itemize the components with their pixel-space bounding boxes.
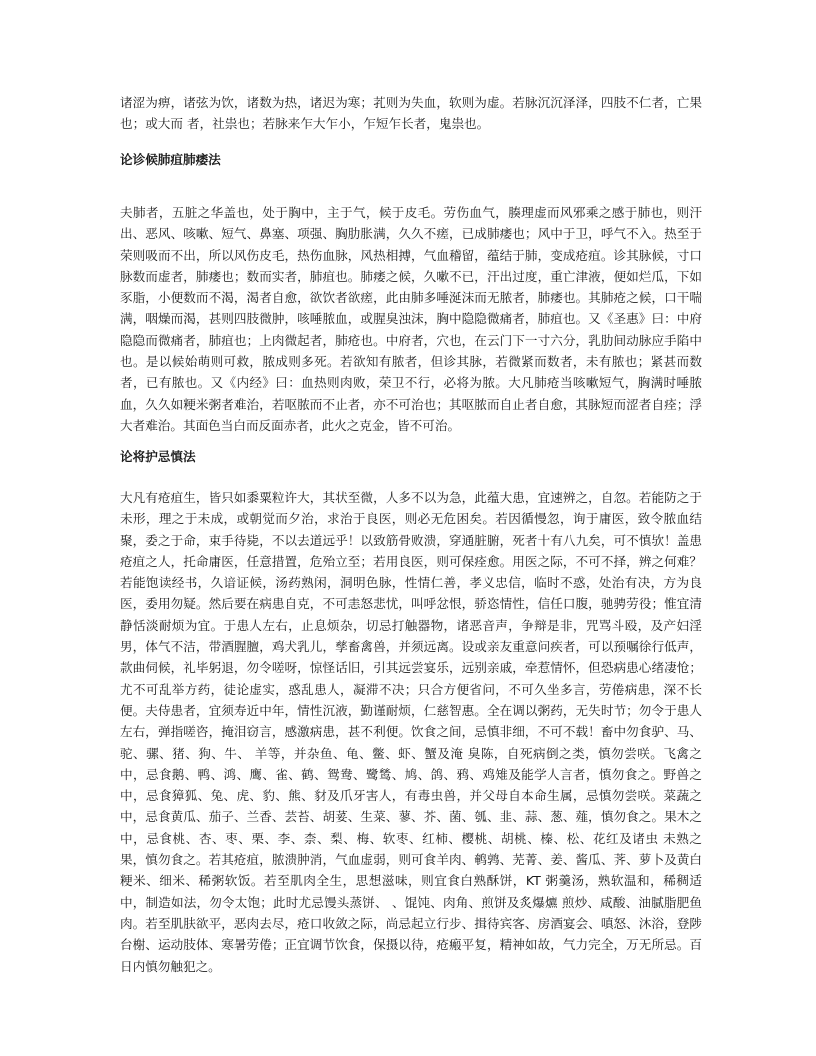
section1-heading: 论诊候肺疽肺痿法 bbox=[120, 152, 221, 167]
section2-paragraph: 大凡有疮疽生，皆只如黍粟粒许大，其状至微，人多不以为急，此蕴大患，宜速辨之，自忽。若能防之于未形，理之于未成，或朝觉而夕治，求治于良医，则必无危困矣。若因循慢忽，询于庸医，致令脓血结聚，委之于命，束手待毙，不以去道远乎！以致筋骨败溃，穿通脏腑，死者十有八九矣，可不慎欤！盖患疮疽之人，托命庸医，任意措置，危殆立至；若用良医，则可保痊愈。用医之际，不可不择，辨之何难？若能饱读经书，久谙证候，汤药熟闲，洞明色脉，性情仁善，孝义忠信，临时不惑，处治有决，方为良医，委用勿疑。然后要在病患自克，不可恚怒悲忧，叫呼忿恨，骄恣情性，信任口腹，驰骋劳役；惟宜清静恬淡耐烦为宜。于患人左右，止息烦杂，切忌打触器物，诸恶音声，争辩是非，咒骂斗殴，及产妇淫男，体气不洁，带酒腥膻，鸡犬乳儿，孳畜禽兽，并须远离。设或亲友重意问疾者，可以预嘱徐行低声，款曲伺候，礼毕躬退，勿令嗟呀，惊怪话旧，引其远尝宴乐，远别亲戚，牵惹情怀，但恐病患心绪凄怆；尤不可乱举方药，徒论虚实，惑乱患人，凝滞不决；只合方便省问，不可久坐多言，劳倦病患，深不长便。夫侍患者，宜须寿近中年，情性沉液，勤谨耐烦，仁慈智惠。全在调以粥药，无失时节；勿令于患人左右，弹指嗟咨，掩泪窃言，感激病患，甚不利便。饮食之间，忌慎非细，不可不载！畜中勿食驴、马、驼、骡、猪、狗、牛、 羊等，并杂鱼、龟、鳖、虾、蟹及淹 臭陈，自死病倒之类，慎勿尝咲。飞禽之中，忌食鹅、鸭、鸿、鹰、雀、鹤、鸳鸯、鹭鸶、鸠、鸽、鸦、鸡雉及能学人言者，慎勿食之。野兽之中，忌食獐狐、兔、虎、豹、熊、豺及爪牙害人，有毒虫兽，并父母自本命生属，忌慎勿尝咲。菜蔬之中，忌食黄瓜、茄子、兰香、芸苔、胡荽、生菜、蓼、芥、菌、瓠、韭、蒜、葱、薤，慎勿食之。果木之中，忌食桃、杏、枣、栗、李、柰、梨、梅、软枣、红柿、樱桃、胡桃、榛、松、花红及诸虫 未熟之果，慎勿食之。若其疮疽，脓溃肿消，气血虚弱，则可食羊肉、鹌鹑、芜菁、姜、酱瓜、荠、萝卜及黄白粳米、细米、稀粥软饭。若至肌肉全生，思想滋味，则宜食白熟酥饼，KT 粥羹汤，熟软温和，稀稠适中，制造如法，勿令太饱；此时尤忌馒头蒸饼、 、馄饨、肉角、煎饼及炙爆爊 煎炒、咸酸、油腻脂肥鱼肉。若至肌肤欲平，恶肉去尽，疮口收敛之际，尚忌起立行步、揖待宾客、房酒宴会、嗔怒、沐浴，登陟台榭、运动肢体、寒暑劳倦；正宜调节饮食，保摄以待，疮瘢平复，精神如故，气力完全，万无所忌。百日内慎勿触犯之。 bbox=[120, 490, 702, 974]
intro-paragraph: 诸涩为痹，诸弦为饮，诸数为热，诸迟为寒；芤则为失血，软则为虚。若脉沉沉泽泽，四肢不仁者，亡果也；或大而 者，社祟也；若脉来乍大乍小，乍短乍长者，鬼祟也。 bbox=[120, 95, 702, 132]
section2-heading: 论将护忌慎法 bbox=[120, 449, 196, 464]
section1-paragraph: 夫肺者，五脏之华盖也，处于胸中，主于气，候于皮毛。劳伤血气，腠理虚而风邪乘之感于肺也，则汗出、恶风、咳嗽、短气、鼻塞、项强、胸肋胀满，久久不瘥，已成肺痿也；风中于卫，呼气不入。热至于荣则吸而不出，所以风伤皮毛，热伤血脉，风热相搏，气血稽留，蕴结于肺，变成疮疽。诊其脉候，寸口脉数而虚者，肺痿也；数而实者，肺疽也。肺痿之候，久嗽不已，汗出过度，重亡津液，便如烂瓜，下如豕脂，小便数而不渴，渴者自愈，欲饮者欲瘥，此由肺多唾涎沫而无脓者，肺痿也。其肺疮之候，口干喘满，咽燥而渴，甚则四肢微肿，咳唾脓血，或腥臭浊沫，胸中隐隐微痛者，肺疽也。又《圣惠》曰：中府隐隐而微痛者，肺疽也；上肉微起者，肺疮也。中府者，穴也，在云门下一寸六分，乳肋间动脉应手陷中也。是以候始萌则可救，脓成则多死。若欲知有脓者，但诊其脉，若微紧而数者，未有脓也；紧甚而数者，已有脓也。又《内经》曰：血热则肉败，荣卫不行，必将为脓。大凡肺疮当咳嗽短气，胸满时唾脓血，久久如粳米粥者难治，若呕脓而不止者，亦不可治也；其呕脓而自止者自愈，其脉短而涩者自痊；浮大者难治。其面色当白而反面赤者，此火之克金，皆不可治。 bbox=[120, 205, 702, 433]
